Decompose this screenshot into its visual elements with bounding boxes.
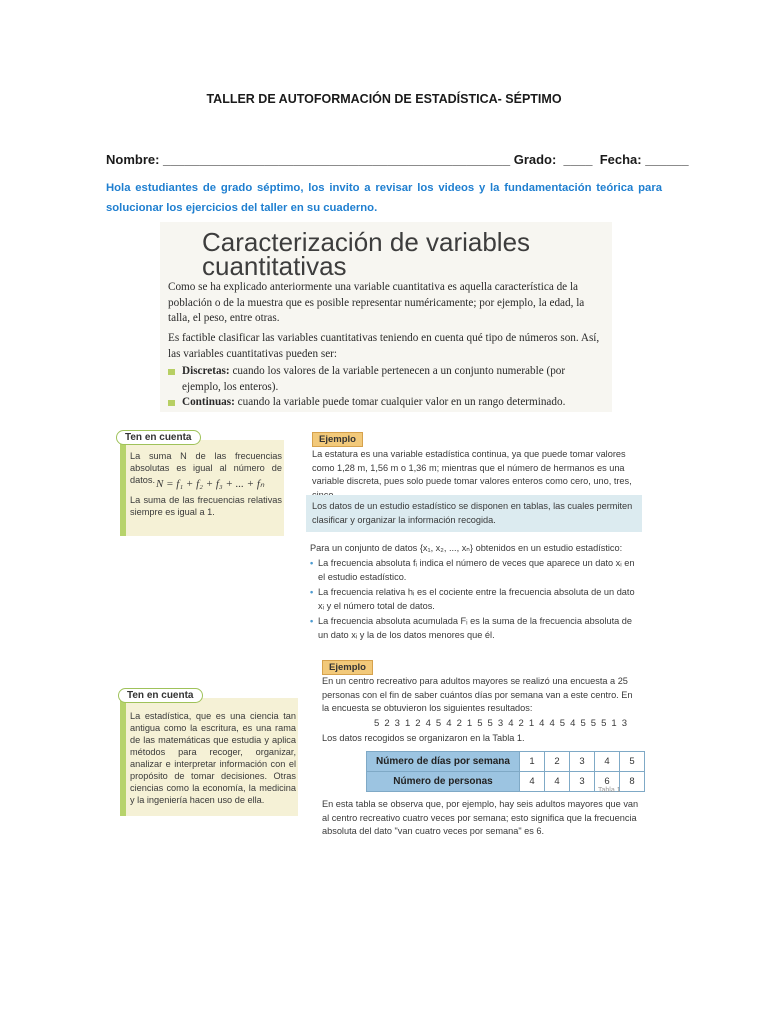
student-info-line: Nombre: ________________________________________________ Grado: ____ Fecha: ______ <box>106 152 689 167</box>
tip-tab-label: Ten en cuenta <box>118 688 203 703</box>
tip-text-sum-n: La suma N de las frecuencias absolutas es igual al número de datos. <box>130 451 282 485</box>
table-cell: 8 <box>620 772 645 792</box>
bullet-dot-icon: • <box>310 587 314 597</box>
definitions-intro: Para un conjunto de datos {x₁, x₂, ..., xₙ} obtenidos en un estudio estadístico: <box>310 543 623 553</box>
tip-text-statistics: La estadística, que es una ciencia tan antigua como la escritura, es una rama de las matemáticas que estudia y aplica métodos para recoger, organizar, analizar e interpretar información con el propósito de tomar decisiones. Otras ciencias como la economía, la medicina y la ingeniería hacen uso de ella. <box>130 711 296 805</box>
bullet-square-icon <box>168 400 175 406</box>
info-note-text: Los datos de un estudio estadístico se disponen en tablas, las cuales permiten clasificar y organizar la información recogida. <box>312 501 633 525</box>
example-conclusion-text: En esta tabla se observa que, por ejemplo, hay seis adultos mayores que van al centro recreativo cuatro veces por semana; esto significa que la frecuencia absoluta del dato "van cuatro veces por semana" es 6. <box>322 799 639 836</box>
tip-card-statistics <box>120 698 298 816</box>
example-survey-text: En un centro recreativo para adultos mayores se realizó una encuesta a 25 personas con el fin de saber cuántos días por semana van a este centro. En la encuesta se obtuvieron los siguientes resultados: <box>322 676 633 713</box>
intro-instructions: Hola estudiantes de grado séptimo, los invito a revisar los videos y la fundamentación teórica para solucionar los ejercicios del taller en su cuaderno. <box>106 182 662 214</box>
table-reference-text: Los datos recogidos se organizaron en la Tabla 1. <box>322 733 525 743</box>
document-title: TALLER DE AUTOFORMACIÓN DE ESTADÍSTICA- SÉPTIMO <box>206 92 562 106</box>
table-header-people: Número de personas <box>367 772 520 792</box>
info-note-box <box>306 495 642 532</box>
table-cell: 3 <box>570 752 595 772</box>
bullet-square-icon <box>168 369 175 375</box>
definition-relative-frequency: • La frecuencia relativa hᵢ es el cociente entre la frecuencia absoluta de un dato xᵢ y el número total de datos. <box>310 587 635 611</box>
definition-paragraph: Como se ha explicado anteriormente una variable cuantitativa es aquella característica de la población o de la muestra que es posible representar numéricamente; por ejemplo, la edad, la talla, el peso, entre otras. <box>168 281 585 324</box>
table-cell: 3 <box>570 772 595 792</box>
tip-formula: N = f₁ + f₂ + f₃ + ... + fₙ <box>156 478 265 490</box>
example-badge: Ejemplo <box>312 432 363 447</box>
tip-text-relative-sum: La suma de las frecuencias relativas siempre es igual a 1. <box>130 495 282 517</box>
definition-cumulative-frequency: • La frecuencia absoluta acumulada Fᵢ es la suma de la frecuencia absoluta de un dato xᵢ y la de los datos menores que él. <box>310 616 633 640</box>
example-text-height: La estatura es una variable estadística continua, ya que puede tomar valores como 1,28 m, 1,56 m o 1,36 m; mientras que el número de hermanos es una variable discreta, pues solo puede tomar valores enteros como cero, uno, tres, <box>312 449 632 486</box>
table-cell: 4 <box>520 772 545 792</box>
table-row <box>367 752 645 772</box>
tip-card-frequencies <box>120 440 284 536</box>
table-cell: 5 <box>620 752 645 772</box>
tip-tab-label: Ten en cuenta <box>116 430 201 445</box>
list-item-discrete: Discretas: cuando los valores de la variable pertenecen a un conjunto numerable (por ejemplo, los enteros). <box>168 364 606 395</box>
survey-data-sequence: 5 2 3 1 2 4 5 4 2 1 5 5 3 4 2 1 4 4 5 4 5 5 5 1 3 <box>374 718 629 729</box>
table-cell: 6 <box>595 772 620 792</box>
section-heading: Caracterización de variables cuantitativas <box>202 227 531 281</box>
frequency-table <box>366 751 645 792</box>
table-cell: 2 <box>545 752 570 772</box>
bullet-dot-icon: • <box>310 558 314 568</box>
bullet-dot-icon: • <box>310 616 314 626</box>
classification-paragraph: Es factible clasificar las variables cuantitativas teniendo en cuenta qué tipo de números son. Así, las variables cuantitativas pueden ser: <box>168 332 600 360</box>
table-caption: Tabla 1 <box>598 787 621 794</box>
example-badge: Ejemplo <box>322 660 373 675</box>
table-cell: 4 <box>545 772 570 792</box>
table-header-days: Número de días por semana <box>367 752 520 772</box>
definition-absolute-frequency: • La frecuencia absoluta fᵢ indica el número de veces que aparece un dato xᵢ en el estudio estadístico. <box>310 558 635 582</box>
textbook-excerpt-quantitative-variables <box>160 222 612 412</box>
table-cell: 4 <box>595 752 620 772</box>
list-item-continuous: Continuas: cuando la variable puede tomar cualquier valor en un rango determinado. <box>168 395 606 411</box>
table-cell: 1 <box>520 752 545 772</box>
